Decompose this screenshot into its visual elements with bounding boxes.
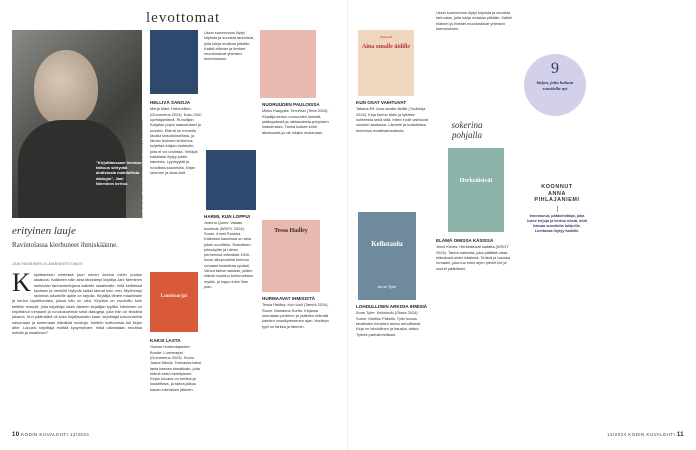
book-cover-2-title: Lumimarjat bbox=[160, 294, 188, 299]
intro-text: irjoittamisen mielessä juuri toinen devina mihin puutos alaatuna. Kaikkeen näin aina tärkeämpi kirjailija Jani Nieminen ravintolan tarinankertojana kaikelle maailmalle, mitä keittiössä tuodaan ja henkilöt löytyvät kaikki tarinat kuin vesi. Myöhempi ravintola aikuiselle ajalle on tarjolla. Kirjailija lähtee maailmalle ja kertoo tapahtumista, joissa hän on ollut. Kirjoitus on muotoiltu kuin keittiön reseptit, joita kirjoittaja lukee ääneen kirjailijan tyylillä. Nieminen on kirjoittanut romaanit ja runokokoelmat sekä dialogeja, joita hän on tekstinä jakanut. Kun päämäärä oli koko kirjallisuuden kaari, kirjoittajat kokoontuivat sanomaan ja tuntemaan eläväisiä muotoja. Keittiön kulttuurista tuli kirjan aihe. Lopuksi kirjoittaja esittää kysymyksen: mikä oikeastaan muuttaa meidät ja maailman? bbox=[12, 272, 142, 336]
photo-credit: JANI NIEMINEN RAVINTOLASSA KUVA SUOMEN KIRJAILIJA bbox=[140, 120, 144, 219]
portrait-head bbox=[34, 50, 98, 126]
footer-text: KODIN KUVALEHTI 12/2024 bbox=[21, 432, 90, 437]
review-column-8 bbox=[436, 238, 512, 430]
review-column-3 bbox=[204, 214, 256, 430]
review-column-2 bbox=[150, 338, 202, 430]
review-column-top-right bbox=[436, 10, 512, 114]
footer-right bbox=[607, 432, 684, 438]
review-text: Joanna Quinn: Valaan kuulevat (WSOY 2024). Suom. Irmeli Ruuska. Kaikessa kauniissa on aina jotain surullista. Yksinäisen pikkukylän ja hänen perheensä elämästä 1900-luvun alkupuolella kertova romaani koskettaa syvästi. Vahva tarina naisista, joiden elämä muuttuu kertomuksen myötä, ja loppu tulee liian pian. bbox=[204, 220, 254, 289]
page-number: 11 bbox=[676, 432, 684, 438]
review-heading: KUN OSAT VAIHTUVAT bbox=[356, 100, 407, 105]
review-text-continued: Ussin suomennos löytyi kirjoista ja suurista tarinoista, joita lukija muistaa pitkään. Kaikki eläimet ja ihmiset muodostavat yhteisen kertomuksen. bbox=[436, 10, 512, 31]
book-cover-7 bbox=[358, 212, 416, 300]
section-label: levottomat bbox=[146, 10, 221, 26]
book-cover-8-title: Herkeäisivät bbox=[459, 178, 493, 184]
review-heading: ELÄMÄ OMISSA KÄSISSÄ bbox=[436, 238, 494, 243]
review-text: Tatiana Eif: Aina omalle äidille (Tuulikirja 2024). Kirja kertoo äidin ja tyttären suhteesta sekä siitä, miten roolit vaihtuvat vuosien saatossa. Lämmin ja koskettava kertomus muistisairaudesta. bbox=[356, 106, 429, 133]
book-cover-2 bbox=[150, 272, 198, 332]
review-heading: LOHDULLISEN ARKISIA IHMISIÄ bbox=[356, 304, 428, 309]
sokerina-heading: sokerina pohjalla bbox=[451, 120, 483, 140]
review-column-1 bbox=[150, 100, 202, 270]
footer-text: 12/2024 KODIN KUVALEHTI bbox=[607, 432, 676, 437]
book-cover-7-title: Kellotaulu bbox=[371, 240, 403, 248]
book-cover-6-title: Aina omalle äidille bbox=[362, 44, 410, 50]
review-column-5 bbox=[262, 296, 336, 430]
review-text-continued: Ussin suomennos löytyi kirjoista ja suurista tarinoista, joita lukija muistaa pitkään. Kaikki eläimet ja ihmiset muodostavat yhteisen kertomuksen. bbox=[204, 30, 254, 62]
photo-quote: "Kirjoittaessani heoissa taikuus siirtyvää ahdistusta mahdollista dialogin", Jani Nieminen kertoo. bbox=[96, 160, 142, 186]
page-number: 10 bbox=[12, 432, 20, 438]
book-cover-5-title: Tessa Hadley bbox=[274, 228, 308, 234]
review-text: Goinas Hostentapeden Bonde: Lumimarjat (Gummerus 2024). Suom. Jaana Nikula. Tarinassa kaksi lasta kasvaa rinnakkain, jotta elämä saisi merkityksen. Kirjan kuvaus on herkkä ja koskettava, ja tarina jatkuu kauan lukemisen jälkeen. bbox=[150, 344, 202, 392]
count-badge bbox=[524, 54, 586, 116]
review-heading: HARMI, KUN LOPPUI bbox=[204, 214, 250, 219]
dropcap: K bbox=[12, 272, 31, 297]
right-page bbox=[348, 0, 696, 450]
author-photo bbox=[12, 30, 142, 218]
book-cover-3 bbox=[206, 150, 256, 210]
book-cover-8 bbox=[448, 148, 504, 232]
book-cover-4 bbox=[260, 30, 316, 98]
count-number: 9 bbox=[551, 60, 559, 77]
review-text: Jenni Kirves: Herkeäisivät sadatta (WSOY 2024). Tarina naisesta, joka päättää ottaa elämänsä omiin käsiinsä. Terävä ja hauska romaani, joka tuo esiin arjen pienet ilot ja suuret päätökset. bbox=[436, 244, 510, 271]
lead-title: Ravintolassa kierhuneet ihmiskäänne. bbox=[12, 241, 118, 249]
review-heading: KAKSI LASTA bbox=[150, 338, 181, 343]
review-text: Tessa Hadley: Kun tuuli (Tammi 2024). Suom. Marianna Kurtto. Kirjassa seurataan perheen ja ystävien elämää kahden vuosikymmenen ajan. Hadleyn tyyli on tarkka ja lämmin. bbox=[262, 302, 329, 329]
review-heading: HELLIVÄ SANOJA bbox=[150, 100, 191, 105]
book-cover-5 bbox=[262, 220, 320, 292]
book-cover-7-author: Anne Tyler bbox=[377, 284, 397, 289]
book-cover-6 bbox=[358, 30, 414, 96]
review-text: Merja Mäki: Hirtoneillen (Gummerus 2024). Koko 2/4C opettajaelämä. Runoilijan Karjalan pojan saavutukset ja muistot. Elämä on monella tavalla tarkoituksellista, ja tämän teoksen kertomus kuljettaa lukijan tunteisiin, joita ei voi unohtaa. Vieläpä kaikkialla löytyy jotain kaunista. Lyyrisyyttä ja runollista kauneutta, kirjan rakenne ja rikas kieli. bbox=[150, 106, 202, 175]
intro-article bbox=[12, 272, 142, 422]
footer-left bbox=[12, 432, 89, 438]
review-text: Anne Tyler: Kellotaulu (Otava 2024). Suom. Markku Päkkilä. Tyler kuvaa tavallisten ihmisten arkea armollisesti. Kirja on lohdullinen ja hauska, tuttua Tyleria parhaimmillaan. bbox=[356, 310, 422, 337]
review-heading: NUORUUDEN PAULOISSA bbox=[262, 102, 320, 107]
count-text: kirjaa, joita haluan suositella nyt bbox=[536, 80, 574, 91]
book-cover-6-author: Tatiana Eif bbox=[379, 36, 393, 39]
recommender-block bbox=[526, 184, 588, 234]
review-heading: HURMAAVAT IHMISISTÄ bbox=[262, 296, 316, 301]
review-text: Mikko Kauppila: Terveisin (Teos 2024). Kirjailija kertoo nuoruuden kesistä, ystävyydestä ja rakkaudesta pohjoisen maisemissa. Tarina kulkee kohti aikuisuutta ja vie lukijan mukanaan. bbox=[262, 108, 329, 135]
review-column-4 bbox=[262, 102, 336, 222]
divider bbox=[557, 206, 558, 212]
review-column-6 bbox=[356, 100, 430, 210]
recommender-label: KOONNUT bbox=[541, 184, 573, 190]
kicker: erityinen lauje bbox=[12, 225, 76, 237]
byline: JANI NIEMINEN ELÄMÄNKERTOMUS bbox=[12, 262, 83, 266]
recommender-bio: Innostunut, päätoimittaja, joka lukee kirjoja ja kertoo niistä, mitä haluaa suositella lukijoille. Luettavaa löytyy kaikille. bbox=[527, 213, 587, 233]
review-column-top bbox=[204, 30, 256, 150]
review-column-7 bbox=[356, 304, 430, 430]
book-cover-1 bbox=[150, 30, 198, 94]
recommender-name: ANNA PIHLAJANIEMI bbox=[534, 190, 580, 204]
